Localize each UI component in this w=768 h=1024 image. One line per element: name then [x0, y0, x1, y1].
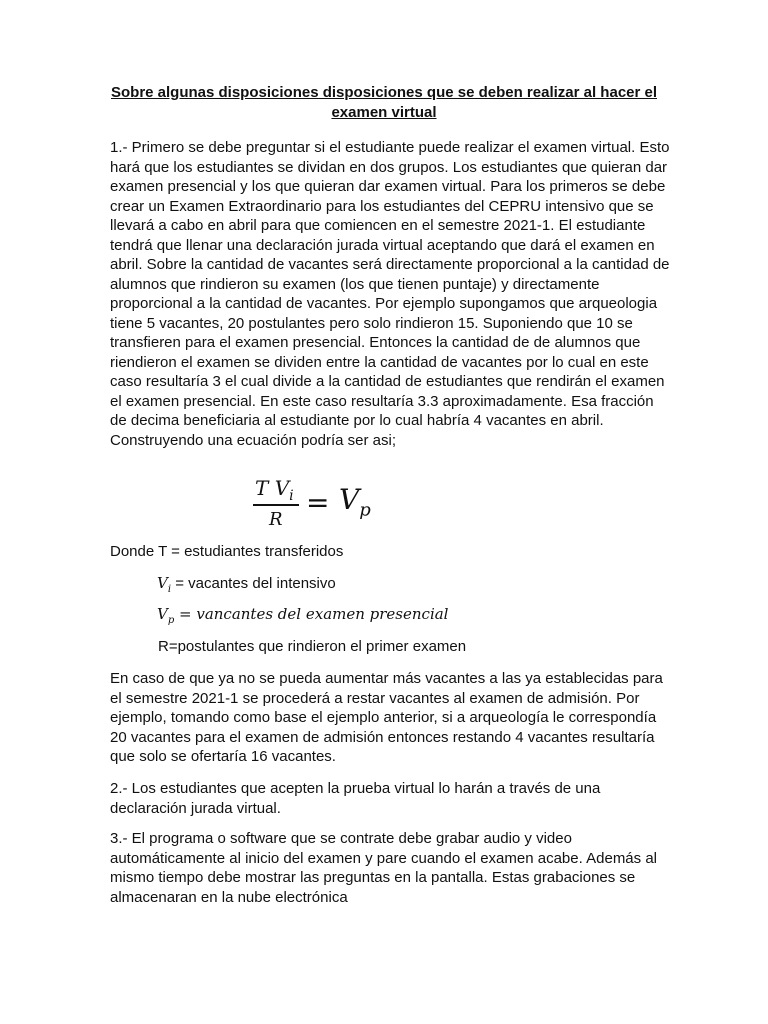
fraction-bar: [253, 504, 299, 506]
equation-rhs-sub: p: [359, 499, 371, 521]
vp-symbol-sub: p: [167, 615, 175, 626]
vp-symbol-base: V: [157, 605, 168, 623]
document-title: Sobre algunas disposiciones disposiciones que se deben realizar al hacer el examen virtual: [110, 84, 658, 121]
equation-numerator: [255, 476, 294, 504]
vp-symbol: [157, 605, 175, 626]
equation-numerator-sub: i: [289, 488, 294, 504]
equation: [253, 476, 383, 532]
equation-rhs-base: V: [339, 483, 360, 516]
equation-rhs: [339, 483, 371, 521]
equation-equals: =: [306, 486, 330, 519]
definition-r: R=postulantes que rindieron el primer examen: [158, 638, 467, 655]
vi-symbol-base: V: [157, 574, 168, 592]
paragraph-3: 2.- Los estudiantes que acepten la prueba virtual lo harán a través de una declaración jurada virtual.: [110, 780, 601, 817]
definition-vp: [157, 605, 448, 631]
equation-numerator-base: T V: [255, 476, 290, 500]
vp-text: = vancantes del examen presencial: [174, 605, 449, 623]
definition-t: Donde T = estudiantes transferidos: [110, 543, 344, 560]
vi-text: = vacantes del intensivo: [171, 575, 336, 592]
paragraph-1: 1.- Primero se debe preguntar si el estudiante puede realizar el examen virtual. Esto hará que los estudiantes se dividan en dos grupos. Los estudiantes que quieran dar examen presencial y los que quieran dar examen virtual. Para los primeros se debe crear un Examen Extraordinario para los estudiantes del CEPRU intensivo que se llevará a cabo en abril para que comiencen en el semestre 2021-1. El estudiante tendrá que llenar una declaración jurada virtual aceptando que dará el examen en abril. Sobre la cantidad de vacantes será directamente proporcional a la cantidad de alumnos que rindieron su examen (los que tienen puntaje) y directamente proporcional a la cantidad de vacantes. Por ejemplo supongamos que arqueologia tiene 5 vacantes, 20 postulantes pero solo rindieron 15. Suponiendo que 10 se transfieren para el examen presencial. Entonces la cantidad de de alumnos que riendieron el examen se dividen entre la cantidad de vacantes por lo cual en este caso resultaría 3 el cual divide a la cantidad de estudiantes que rendirán el examen el examen presencial. En este caso resultaría 3.3 aproximadamente. Esa fracción de decima beneficiaria al estudiante por lo cual habría 4 vacantes en abril. Construyendo una ecuación podría ser asi;: [110, 139, 670, 449]
vi-symbol: [157, 574, 172, 595]
vi-symbol-sub: i: [167, 584, 172, 595]
paragraph-2: En caso de que ya no se pueda aumentar más vacantes a las ya establecidas para el semestre 2021-1 se procederá a restar vacantes al examen de admisión. Por ejemplo, tomando como base el ejemplo anterior, si a arqueología le correspondía 20 vacantes para el examen de admisión entonces restando 4 vacantes resultaría que solo se ofertaría 16 vacantes.: [110, 670, 663, 765]
paragraph-4: 3.- El programa o software que se contrate debe grabar audio y video automáticamente al inicio del examen y pare cuando el examen acabe. Además al mismo tiempo debe mostrar las preguntas en la pantalla. Estas grabaciones se almacenaran en la nube electrónica: [110, 830, 657, 906]
equation-denominator: R: [269, 509, 283, 530]
definition-vi: [157, 574, 336, 600]
